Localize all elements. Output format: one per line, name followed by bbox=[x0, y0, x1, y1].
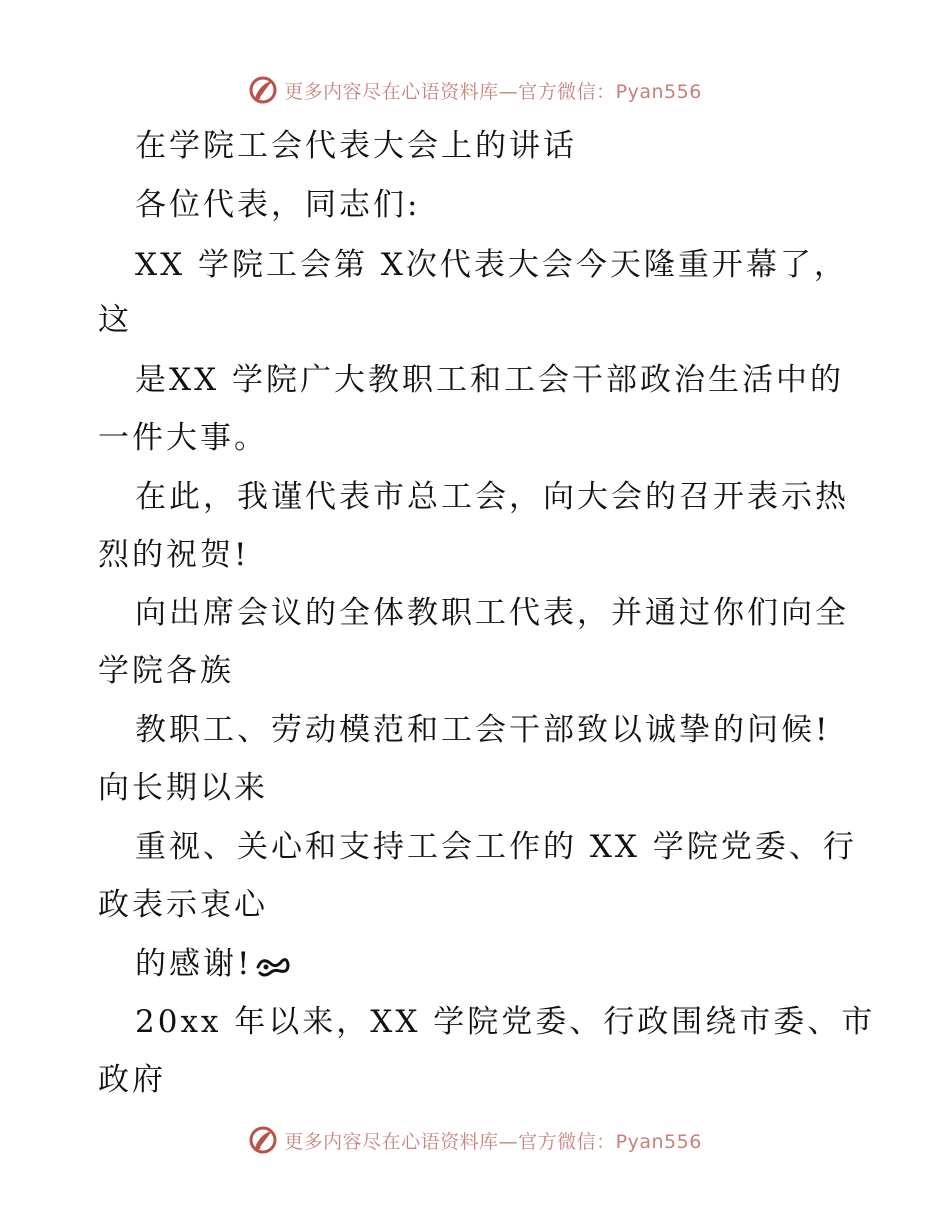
salutation: 各位代表，同志们: bbox=[135, 187, 421, 223]
paragraph-line: 政府 bbox=[98, 1062, 166, 1098]
paragraph-line: 教职工、劳动模范和工会干部致以诚挚的问候! bbox=[135, 712, 831, 748]
paragraph-line: 烈的祝贺! bbox=[98, 537, 250, 573]
footer-watermark bbox=[0, 1120, 950, 1160]
paragraph-line: 重视、关心和支持工会工作的 XX 学院党委、行 bbox=[135, 829, 857, 865]
decorative-flourish-icon bbox=[254, 953, 290, 979]
paragraph-line-with-ornament bbox=[135, 946, 290, 982]
paragraph-line: 在此，我谨代表市总工会，向大会的召开表示热 bbox=[135, 479, 849, 515]
brush-seal-icon bbox=[248, 75, 278, 105]
paragraph-line: XX 学院工会第 X次代表大会今天隆重开幕了， bbox=[135, 247, 848, 283]
brush-seal-icon bbox=[248, 1125, 278, 1155]
paragraph-line: 是XX 学院广大教职工和工会干部政治生活中的 bbox=[135, 362, 844, 398]
paragraph-line: 一件大事。 bbox=[98, 420, 268, 456]
paragraph-line: 学院各族 bbox=[98, 653, 234, 689]
document-title: 在学院工会代表大会上的讲话 bbox=[135, 128, 577, 164]
watermark-text: 更多内容尽在心语资料库—官方微信：Pyan556 bbox=[284, 1130, 702, 1153]
paragraph-line: 这 bbox=[98, 302, 132, 338]
paragraph-line: 的感谢! bbox=[135, 946, 253, 982]
paragraph-line: 政表示衷心 bbox=[98, 887, 268, 923]
watermark-text: 更多内容尽在心语资料库—官方微信：Pyan556 bbox=[284, 80, 702, 103]
paragraph-line: 20xx 年以来，XX 学院党委、行政围绕市委、市 bbox=[135, 1004, 876, 1040]
header-watermark bbox=[0, 70, 950, 110]
paragraph-line: 向出席会议的全体教职工代表，并通过你们向全 bbox=[135, 595, 849, 631]
paragraph-line: 向长期以来 bbox=[98, 770, 268, 806]
